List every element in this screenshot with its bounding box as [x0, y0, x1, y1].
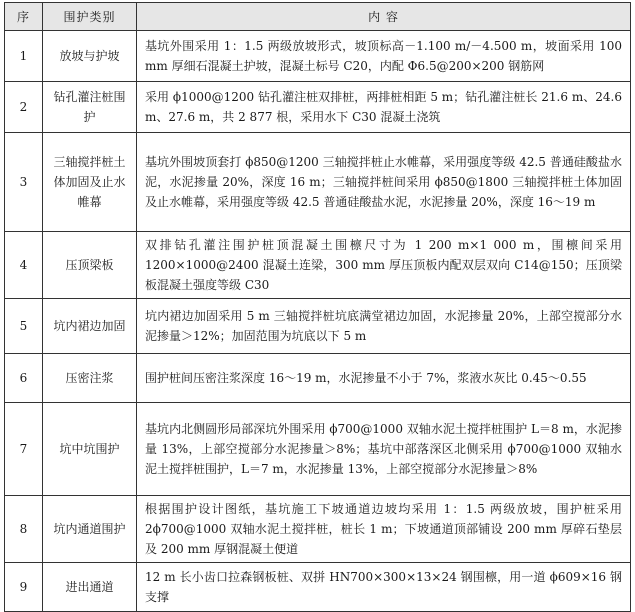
table-row: [5, 133, 631, 232]
row-category: 三轴搅拌桩土体加固及止水帷幕: [43, 133, 137, 232]
table-row: [5, 496, 631, 563]
row-category: 放坡与护坡: [43, 31, 137, 82]
row-content: 基坑内北侧圆形局部深坑外围采用 ϕ700@1000 双轴水泥土搅拌桩围护 L＝8 m，水泥掺量 13%，上部空搅部分水泥掺量＞8%；基坑中部落深区北侧采用 ϕ700@1000 双轴水泥土搅拌桩围护，L＝7 m，水泥掺量 13%，上部空搅部分水泥掺量＞8%: [137, 403, 631, 496]
table-row: [5, 31, 631, 82]
row-category: 钻孔灌注桩围护: [43, 82, 137, 133]
table-row: [5, 403, 631, 496]
row-content: 双排钻孔灌注围护桩顶混凝土围檩尺寸为 1 200 m×1 000 m，围檩间采用 1200×1000@2400 混凝土连梁，300 mm 厚压顶板内配双层双向 C14@150；压顶梁板混凝土强度等级 C30: [137, 232, 631, 299]
table-row: [5, 299, 631, 354]
table-row: [5, 563, 631, 612]
row-category: 坑内通道围护: [43, 496, 137, 563]
row-number: 9: [5, 563, 43, 612]
table-row: [5, 354, 631, 403]
row-number: 3: [5, 133, 43, 232]
header-no: 序: [5, 3, 43, 31]
row-number: 2: [5, 82, 43, 133]
row-content: 12 m 长小齿口拉森钢板桩、双拼 HN700×300×13×24 钢围檩，用一道 ϕ609×16 钢支撑: [137, 563, 631, 612]
row-number: 7: [5, 403, 43, 496]
table-header-row: [5, 3, 631, 31]
row-content: 基坑外围坡顶套打 ϕ850@1200 三轴搅拌桩止水帷幕，采用强度等级 42.5 普通硅酸盐水泥，水泥掺量 20%，深度 16 m；三轴搅拌桩间采用 ϕ850@1800 三轴搅拌桩土体加固及止水帷幕，采用强度等级 42.5 普通硅酸盐水泥，水泥掺量 20%，深度 16～19 m: [137, 133, 631, 232]
row-category: 坑内裙边加固: [43, 299, 137, 354]
row-content: 采用 ϕ1000@1200 钻孔灌注桩双排桩，两排桩相距 5 m；钻孔灌注桩长 21.6 m、24.6 m、27.6 m，共 2 877 根，采用水下 C30 混凝土浇筑: [137, 82, 631, 133]
row-number: 6: [5, 354, 43, 403]
row-category: 压顶梁板: [43, 232, 137, 299]
row-number: 1: [5, 31, 43, 82]
row-category: 进出通道: [43, 563, 137, 612]
row-content: 根据围护设计图纸，基坑施工下坡通道边坡均采用 1：1.5 两级放坡，围护桩采用 2ϕ700@1000 双轴水泥土搅拌桩，桩长 1 m；下坡通道顶部铺设 200 mm 厚碎石垫层及 200 mm 厚钢混凝土便道: [137, 496, 631, 563]
row-number: 5: [5, 299, 43, 354]
row-content: 围护桩间压密注浆深度 16～19 m，水泥掺量不小于 7%，浆液水灰比 0.45～0.55: [137, 354, 631, 403]
table-row: [5, 232, 631, 299]
table-row: [5, 82, 631, 133]
header-category: 围护类别: [43, 3, 137, 31]
row-content: 坑内裙边加固采用 5 m 三轴搅拌桩坑底满堂裙边加固，水泥掺量 20%，上部空搅部分水泥掺量＞12%；加固范围为坑底以下 5 m: [137, 299, 631, 354]
row-content: 基坑外围采用 1：1.5 两级放坡形式，坡顶标高－1.100 m/－4.500 m，坡面采用 100 mm 厚细石混凝土护坡，混凝土标号 C20，内配 Φ6.5@200×200 钢筋网: [137, 31, 631, 82]
retaining-structure-table: [4, 2, 631, 612]
row-number: 8: [5, 496, 43, 563]
row-number: 4: [5, 232, 43, 299]
row-category: 坑中坑围护: [43, 403, 137, 496]
header-content: 内 容: [137, 3, 631, 31]
row-category: 压密注浆: [43, 354, 137, 403]
